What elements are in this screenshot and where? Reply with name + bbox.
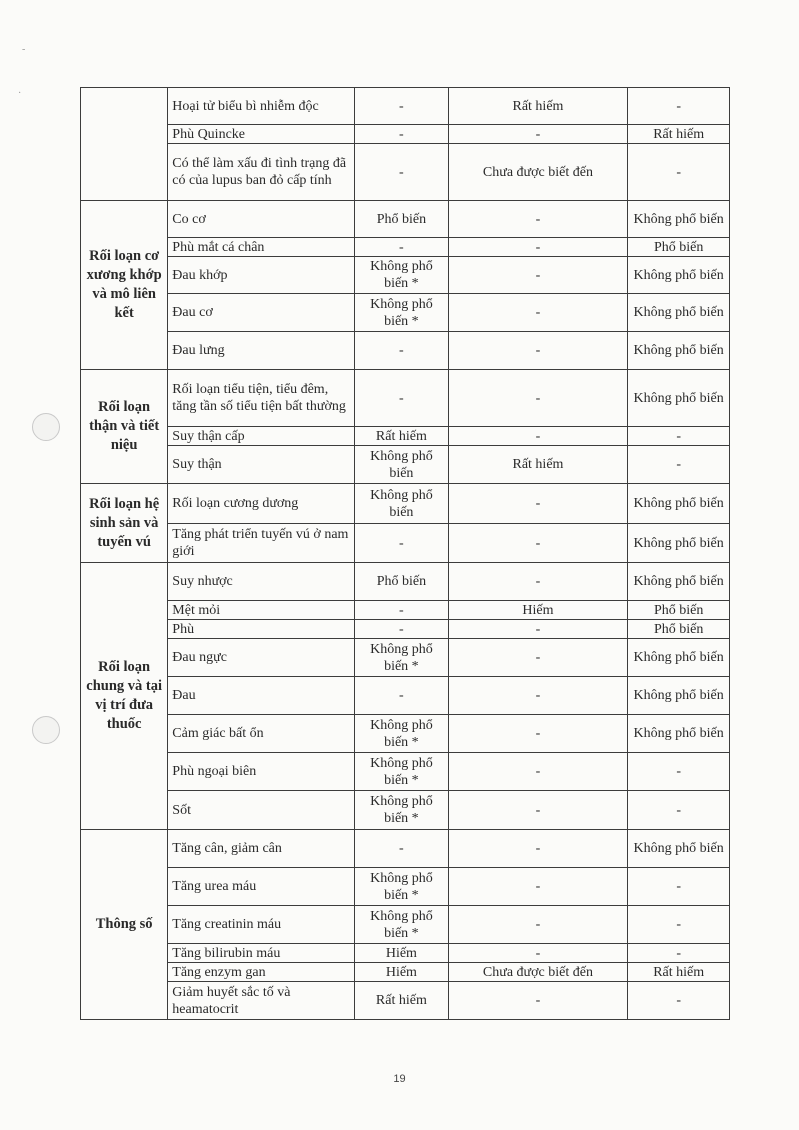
- event-cell: Có thể làm xấu đi tình trạng đã có của lupus ban đỏ cấp tính: [168, 144, 355, 201]
- table-row: [81, 982, 730, 1020]
- frequency-cell: -: [448, 563, 628, 601]
- event-cell: Tăng urea máu: [168, 868, 355, 906]
- frequency-cell: Không phổ biến: [628, 639, 730, 677]
- group-cell-empty: [81, 88, 168, 201]
- frequency-cell: Không phổ biến *: [355, 791, 448, 830]
- table-row: [81, 563, 730, 601]
- group-label-renal: Rối loạn thận và tiết niệu: [81, 370, 168, 484]
- frequency-cell: Chưa được biết đến: [448, 963, 628, 982]
- table-row: [81, 868, 730, 906]
- frequency-cell: Không phổ biến *: [355, 639, 448, 677]
- table-row: [81, 484, 730, 524]
- group-label-general: Rối loạn chung và tại vị trí đưa thuốc: [81, 563, 168, 830]
- frequency-cell: -: [448, 620, 628, 639]
- event-cell: Phù Quincke: [168, 125, 355, 144]
- frequency-cell: Hiếm: [355, 944, 448, 963]
- frequency-cell: -: [355, 830, 448, 868]
- frequency-cell: -: [448, 830, 628, 868]
- frequency-cell: -: [628, 427, 730, 446]
- table-row: [81, 677, 730, 715]
- frequency-cell: Không phổ biến: [628, 294, 730, 332]
- event-cell: Tăng bilirubin máu: [168, 944, 355, 963]
- frequency-cell: -: [448, 201, 628, 238]
- frequency-cell: Rất hiếm: [628, 125, 730, 144]
- frequency-cell: Rất hiếm: [448, 446, 628, 484]
- frequency-cell: -: [448, 906, 628, 944]
- event-cell: Đau: [168, 677, 355, 715]
- frequency-cell: -: [628, 791, 730, 830]
- frequency-cell: -: [448, 791, 628, 830]
- frequency-cell: -: [628, 144, 730, 201]
- frequency-cell: Không phổ biến: [628, 370, 730, 427]
- event-cell: Tăng creatinin máu: [168, 906, 355, 944]
- table-row: [81, 238, 730, 257]
- group-label-reproductive: Rối loạn hệ sinh sản và tuyến vú: [81, 484, 168, 563]
- scan-mark: ·: [18, 88, 22, 99]
- event-cell: Tăng enzym gan: [168, 963, 355, 982]
- frequency-cell: -: [355, 125, 448, 144]
- frequency-cell: Rất hiếm: [448, 88, 628, 125]
- table-row: [81, 620, 730, 639]
- frequency-cell: -: [448, 370, 628, 427]
- table-row: [81, 639, 730, 677]
- table-row: [81, 88, 730, 125]
- event-cell: Cảm giác bất ổn: [168, 715, 355, 753]
- frequency-cell: Không phổ biến *: [355, 294, 448, 332]
- table-row: [81, 294, 730, 332]
- frequency-cell: -: [448, 944, 628, 963]
- frequency-cell: -: [448, 427, 628, 446]
- frequency-cell: -: [448, 238, 628, 257]
- frequency-cell: -: [448, 484, 628, 524]
- frequency-cell: -: [448, 753, 628, 791]
- table-row: [81, 144, 730, 201]
- table-row: [81, 753, 730, 791]
- frequency-cell: -: [355, 524, 448, 563]
- event-cell: Phù ngoại biên: [168, 753, 355, 791]
- event-cell: Rối loạn cương dương: [168, 484, 355, 524]
- frequency-cell: Rất hiếm: [355, 982, 448, 1020]
- frequency-cell: -: [448, 982, 628, 1020]
- frequency-cell: -: [628, 906, 730, 944]
- group-label-investigations: Thông số: [81, 830, 168, 1020]
- frequency-cell: Không phổ biến: [628, 563, 730, 601]
- frequency-cell: -: [448, 677, 628, 715]
- table-row: [81, 944, 730, 963]
- table-row: [81, 601, 730, 620]
- frequency-cell: Phổ biến: [355, 201, 448, 238]
- event-cell: Tăng cân, giảm cân: [168, 830, 355, 868]
- table-row: [81, 125, 730, 144]
- frequency-cell: -: [448, 524, 628, 563]
- frequency-cell: Không phổ biến *: [355, 906, 448, 944]
- page-number: 19: [393, 1073, 406, 1085]
- frequency-cell: Rất hiếm: [355, 427, 448, 446]
- table-row: [81, 791, 730, 830]
- frequency-cell: Phổ biến: [628, 238, 730, 257]
- event-cell: Suy nhược: [168, 563, 355, 601]
- frequency-cell: Không phổ biến: [628, 332, 730, 370]
- table-row: [81, 715, 730, 753]
- frequency-cell: -: [448, 868, 628, 906]
- table-row: [81, 427, 730, 446]
- event-cell: Đau lưng: [168, 332, 355, 370]
- frequency-cell: -: [448, 294, 628, 332]
- adverse-reactions-table: [80, 87, 730, 1020]
- frequency-cell: Không phổ biến: [628, 201, 730, 238]
- frequency-cell: -: [355, 332, 448, 370]
- frequency-cell: -: [355, 620, 448, 639]
- frequency-cell: Rất hiếm: [628, 963, 730, 982]
- event-cell: Giảm huyết sắc tố và heamatocrit: [168, 982, 355, 1020]
- event-cell: Suy thận: [168, 446, 355, 484]
- event-cell: Đau cơ: [168, 294, 355, 332]
- table-row: [81, 963, 730, 982]
- frequency-cell: -: [355, 677, 448, 715]
- table-row: [81, 332, 730, 370]
- table-row: [81, 257, 730, 294]
- frequency-cell: Không phổ biến: [628, 677, 730, 715]
- frequency-cell: -: [355, 370, 448, 427]
- frequency-cell: Không phổ biến: [628, 715, 730, 753]
- frequency-cell: -: [628, 944, 730, 963]
- frequency-cell: Không phổ biến: [628, 524, 730, 563]
- frequency-cell: -: [448, 257, 628, 294]
- frequency-cell: Chưa được biết đến: [448, 144, 628, 201]
- table-row: [81, 830, 730, 868]
- punch-hole: [32, 413, 60, 441]
- frequency-cell: Không phổ biến: [355, 446, 448, 484]
- scan-mark: -: [22, 44, 26, 55]
- frequency-cell: Không phổ biến *: [355, 257, 448, 294]
- table-row: [81, 201, 730, 238]
- frequency-cell: -: [448, 715, 628, 753]
- event-cell: Suy thận cấp: [168, 427, 355, 446]
- frequency-cell: Không phổ biến: [355, 484, 448, 524]
- event-cell: Co cơ: [168, 201, 355, 238]
- frequency-cell: Không phổ biến: [628, 257, 730, 294]
- frequency-cell: Hiếm: [355, 963, 448, 982]
- frequency-cell: Không phổ biến *: [355, 715, 448, 753]
- table-row: [81, 524, 730, 563]
- frequency-cell: -: [628, 982, 730, 1020]
- frequency-cell: -: [628, 753, 730, 791]
- frequency-cell: Không phổ biến *: [355, 868, 448, 906]
- frequency-cell: -: [628, 868, 730, 906]
- event-cell: Sốt: [168, 791, 355, 830]
- frequency-cell: Không phổ biến: [628, 830, 730, 868]
- event-cell: Phù: [168, 620, 355, 639]
- frequency-cell: Hiếm: [448, 601, 628, 620]
- frequency-cell: Không phổ biến: [628, 484, 730, 524]
- frequency-cell: -: [448, 332, 628, 370]
- table-row: [81, 370, 730, 427]
- event-cell: Tăng phát triển tuyến vú ở nam giới: [168, 524, 355, 563]
- frequency-cell: Phổ biến: [628, 620, 730, 639]
- frequency-cell: -: [355, 238, 448, 257]
- frequency-cell: -: [628, 88, 730, 125]
- event-cell: Hoại tử biểu bì nhiễm độc: [168, 88, 355, 125]
- group-label-musculoskeletal: Rối loạn cơ xương khớp và mô liên kết: [81, 201, 168, 370]
- frequency-cell: -: [355, 601, 448, 620]
- event-cell: Phù mắt cá chân: [168, 238, 355, 257]
- event-cell: Đau khớp: [168, 257, 355, 294]
- event-cell: Mệt mỏi: [168, 601, 355, 620]
- frequency-cell: Phổ biến: [628, 601, 730, 620]
- event-cell: Đau ngực: [168, 639, 355, 677]
- frequency-cell: -: [355, 144, 448, 201]
- event-cell: Rối loạn tiểu tiện, tiểu đêm, tăng tần số tiểu tiện bất thường: [168, 370, 355, 427]
- table-row: [81, 906, 730, 944]
- frequency-cell: -: [448, 639, 628, 677]
- frequency-cell: Phổ biến: [355, 563, 448, 601]
- punch-hole: [32, 716, 60, 744]
- frequency-cell: Không phổ biến *: [355, 753, 448, 791]
- table-row: [81, 446, 730, 484]
- frequency-cell: -: [628, 446, 730, 484]
- frequency-cell: -: [355, 88, 448, 125]
- frequency-cell: -: [448, 125, 628, 144]
